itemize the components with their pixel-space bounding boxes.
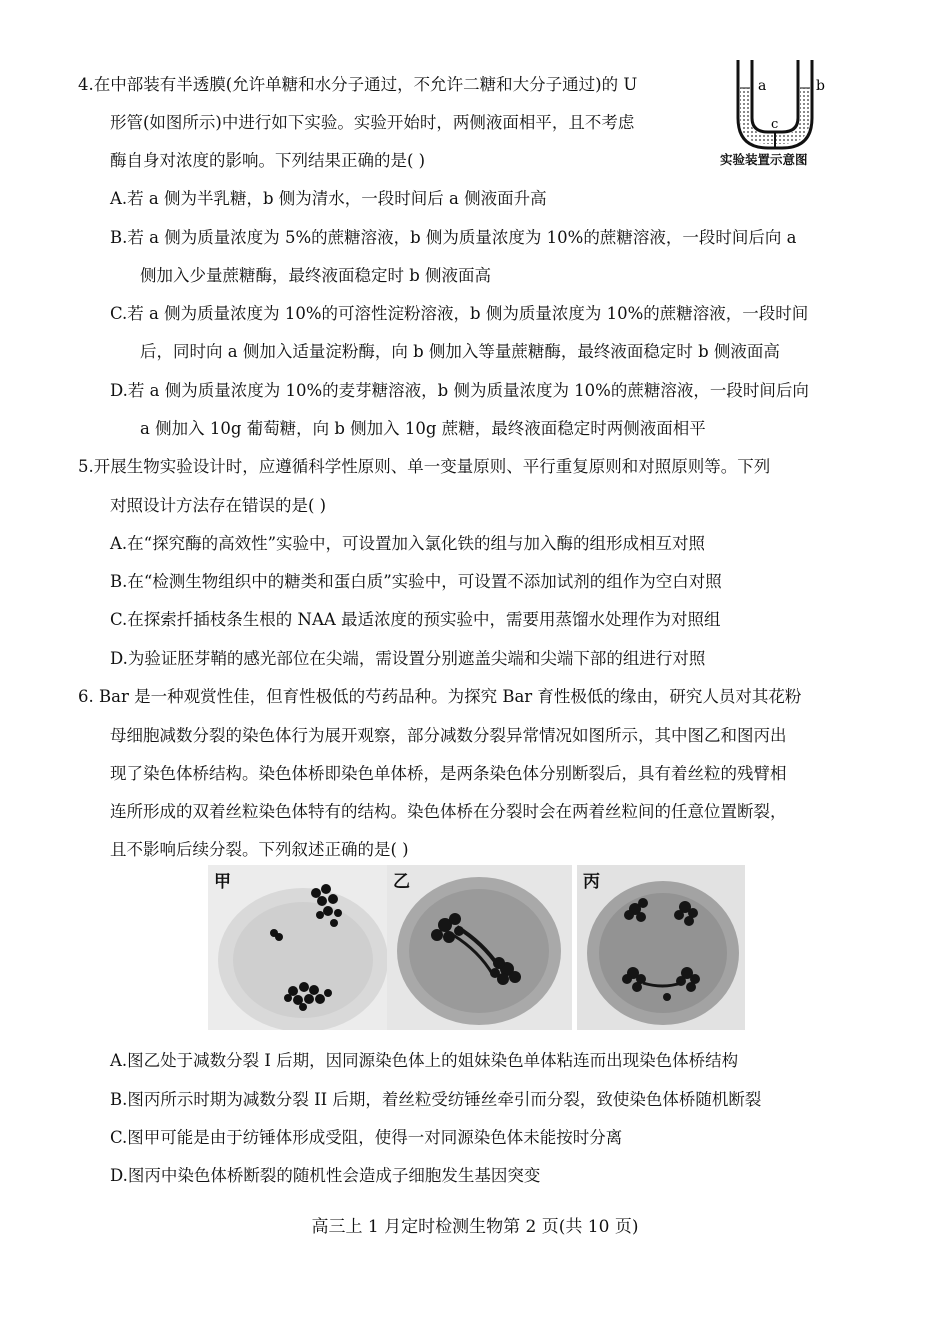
q4-stem-line-2: 形管(如图所示)中进行如下实验。实验开始时，两侧液面相平，且不考虑: [110, 113, 635, 132]
q5-stem-line-1: 5.开展生物实验设计时，应遵循科学性原则、单一变量原则、平行重复原则和对照原则等。下列: [78, 457, 771, 476]
q4-option-c-line-2: 后，同时向 a 侧加入适量淀粉酶，向 b 侧加入等量蔗糖酶，最终液面稳定时 b 侧液面高: [140, 342, 780, 361]
q4-stem-line-1: 4.在中部装有半透膜(允许单糖和水分子通过，不允许二糖和大分子通过)的 U: [78, 75, 638, 94]
q6-option-a: A.图乙处于减数分裂 I 后期，因同源染色体上的姐妹染色单体粘连而出现染色体桥结构: [110, 1051, 739, 1070]
q5-option-d: D.为验证胚芽鞘的感光部位在尖端，需设置分别遮盖尖端和尖端下部的组进行对照: [110, 649, 706, 668]
q5-option-b: B.在“检测生物组织中的糖类和蛋白质”实验中，可设置不添加试剂的组作为空白对照: [110, 572, 722, 591]
u-tube-diagram: [718, 58, 848, 153]
q4-option-a: A.若 a 侧为半乳糖，b 侧为清水，一段时间后 a 侧液面升高: [110, 189, 547, 208]
q6-stem-line-5: 且不影响后续分裂。下列叙述正确的是( ): [110, 840, 409, 859]
micrograph-jia-image: [208, 865, 393, 1030]
q6-option-b: B.图丙所示时期为减数分裂 II 后期，着丝粒受纺锤丝牵引而分裂，致使染色体桥随机断裂: [110, 1090, 762, 1109]
q4-option-b-line-2: 侧加入少量蔗糖酶，最终液面稳定时 b 侧液面高: [140, 266, 492, 285]
q5-option-c: C.在探索扦插枝条生根的 NAA 最适浓度的预实验中，需要用蒸馏水处理作为对照组: [110, 610, 721, 629]
label-b: b: [816, 78, 825, 94]
q4-stem-line-3: 酶自身对浓度的影响。下列结果正确的是( ): [110, 151, 426, 170]
q4-option-d-line-2: a 侧加入 10g 葡萄糖，向 b 侧加入 10g 蔗糖，最终液面稳定时两侧液面相平: [140, 419, 706, 438]
figure-caption: 实验装置示意图: [720, 152, 808, 167]
q4-option-d-line-1: D.若 a 侧为质量浓度为 10%的麦芽糖溶液，b 侧为质量浓度为 10%的蔗糖溶液，一段时间后向: [110, 381, 809, 400]
q6-option-d: D.图丙中染色体桥断裂的随机性会造成子细胞发生基因突变: [110, 1166, 541, 1185]
q5-option-a: A.在“探究酶的高效性”实验中，可设置加入氯化铁的组与加入酶的组形成相互对照: [110, 534, 706, 553]
micrograph-bing-label: 丙: [583, 872, 600, 892]
page-footer: 高三上 1 月定时检测生物第 2 页(共 10 页): [311, 1217, 639, 1237]
q6-stem-line-1: 6. Bar 是一种观赏性佳，但育性极低的芍药品种。为探究 Bar 育性极低的缘由，研究人员对其花粉: [78, 687, 802, 706]
q4-option-b-line-1: B.若 a 侧为质量浓度为 5%的蔗糖溶液，b 侧为质量浓度为 10%的蔗糖溶液，一段时间后向 a: [110, 228, 797, 247]
label-a: a: [758, 78, 767, 94]
q5-stem-line-2: 对照设计方法存在错误的是( ): [110, 496, 327, 515]
q6-stem-line-2: 母细胞减数分裂的染色体行为展开观察，部分减数分裂异常情况如图所示，其中图乙和图丙出: [110, 726, 787, 745]
micrograph-jia: [208, 865, 393, 1030]
q6-stem-line-3: 现了染色体桥结构。染色体桥即染色单体桥，是两条染色体分别断裂后，具有着丝粒的残臂相: [110, 764, 787, 783]
micrograph-yi-label: 乙: [393, 872, 410, 892]
micrograph-yi-image: [387, 865, 572, 1030]
micrograph-yi: [387, 865, 572, 1030]
q6-stem-line-4: 连所形成的双着丝粒染色体特有的结构。染色体桥在分裂时会在两着丝粒间的任意位置断裂，: [110, 802, 787, 821]
label-c: c: [771, 117, 779, 132]
q6-option-c: C.图甲可能是由于纺锤体形成受阻，使得一对同源染色体未能按时分离: [110, 1128, 623, 1147]
micrograph-bing-image: [577, 865, 745, 1030]
micrograph-jia-label: 甲: [214, 872, 231, 892]
micrograph-bing: [577, 865, 745, 1030]
q4-option-c-line-1: C.若 a 侧为质量浓度为 10%的可溶性淀粉溶液，b 侧为质量浓度为 10%的蔗糖溶液，一段时间: [110, 304, 809, 323]
